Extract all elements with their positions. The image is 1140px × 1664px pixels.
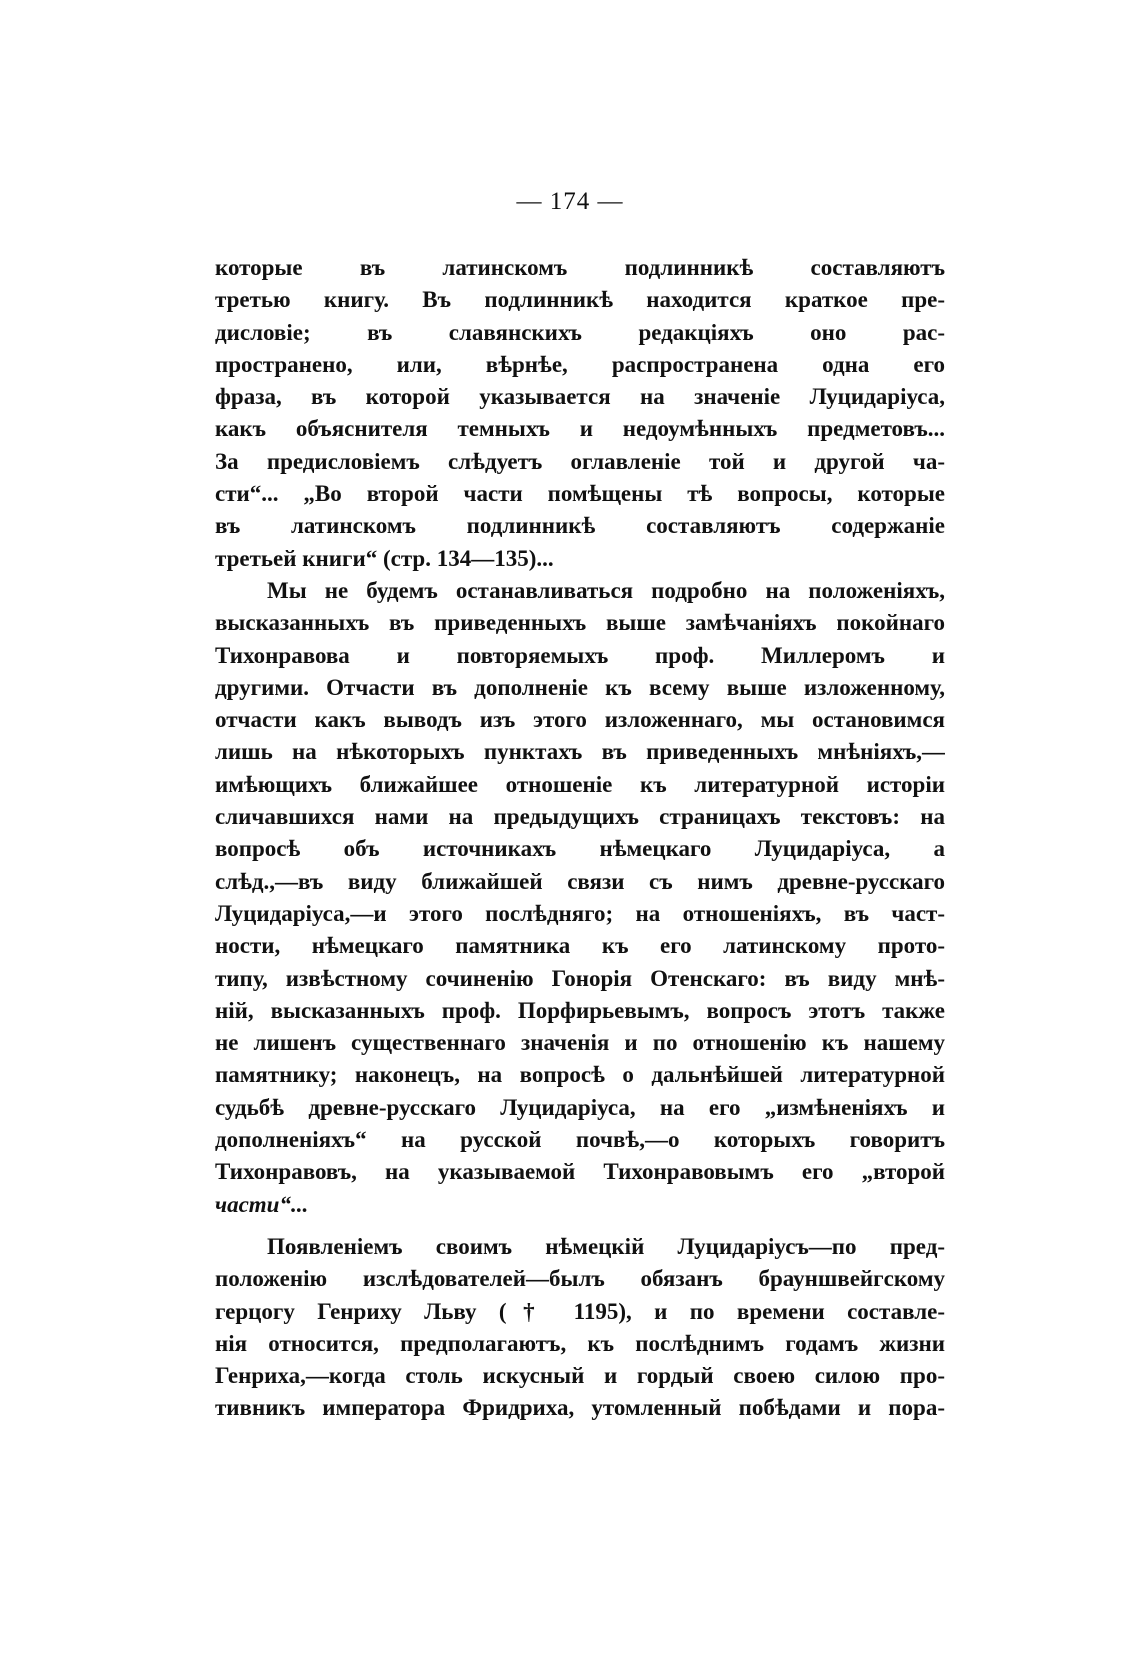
text-line: третью книгу. Въ подлинникѣ находится краткое пре- [215,287,945,313]
paragraph-1 [215,252,945,575]
text-line: пространено, или, вѣрнѣе, распространена одна его [215,351,945,377]
text-line: вопросѣ объ источникахъ нѣмецкаго Луцидаріуса, а [215,836,945,862]
text-line: какъ объяснителя темныхъ и недоумѣнныхъ предметовъ... [215,416,945,442]
text-line: Тихонравова и повторяемыхъ проф. Миллеромъ и [215,642,945,668]
text-line: въ латинскомъ подлинникѣ составляютъ содержаніе [215,513,945,539]
text-line: Мы не будемъ останавливаться подробно на положеніяхъ, [267,577,945,603]
text-line: памятнику; наконецъ, на вопросѣ о дальнѣйшей литературной [215,1062,945,1088]
text-line: дополненіяхъ“ на русской почвѣ,—о которыхъ говоритъ [215,1127,945,1153]
text-line: которые въ латинскомъ подлинникѣ составляютъ [215,255,945,280]
paragraph-2 [215,575,945,1221]
text-line: другими. Отчасти въ дополненіе къ всему выше изложенному, [215,674,945,700]
text-line: имѣющихъ ближайшее отношеніе къ литературной исторіи [215,771,945,797]
text-line: нія относится, предполагаютъ, къ послѣднимъ годамъ жизни [215,1330,945,1356]
text-line: фраза, въ которой указывается на значеніе Луцидаріуса, [215,384,945,410]
text-line: лишь на нѣкоторыхъ пунктахъ въ приведенныхъ мнѣніяхъ,— [215,739,945,765]
text-line: отчасти какъ выводъ изъ этого изложеннаго, мы остановимся [215,707,945,733]
text-line: судьбѣ древне-русскаго Луцидаріуса, на его „измѣненіяхъ и [215,1094,945,1120]
paragraph-gap [215,1221,945,1231]
text-line: Луцидаріуса,—и этого послѣдняго; на отношеніяхъ, въ част- [215,900,945,926]
text-line: Генриха,—когда столь искусный и гордый своею силою про- [215,1363,945,1389]
text-line: типу, извѣстному сочиненію Гонорія Отенскаго: въ виду мнѣ- [215,965,945,991]
paragraph-3 [215,1231,945,1425]
text-line: Тихонравовъ, на указываемой Тихонравовымъ его „второй [215,1159,945,1185]
page-number: — 174 — [516,188,624,215]
text-line: не лишенъ существеннаго значенія и по отношенію къ нашему [215,1030,945,1056]
text-line: положенію изслѣдователей—былъ обязанъ брауншвейгскому [215,1266,945,1292]
text-line: ній, высказанныхъ проф. Порфирьевымъ, вопросъ этотъ также [215,997,945,1023]
text-line: сличавшихся нами на предыдущихъ страницахъ текстовъ: на [215,804,945,830]
text-line: третьей книги“ (стр. 134—135)... [215,545,554,571]
text-line: высказанныхъ въ приведенныхъ выше замѣчаніяхъ покойнаго [215,610,945,636]
text-line: герцогу Генриху Льву († 1195), и по времени составле- [215,1298,945,1324]
text-line: Появленіемъ своимъ нѣмецкій Луцидаріусъ—по пред- [267,1233,945,1259]
main-text [215,252,945,1425]
text-line: части“... [215,1191,309,1217]
text-line: слѣд.,—въ виду ближайшей связи съ нимъ древне-русскаго [215,868,945,894]
text-line: сти“... „Во второй части помѣщены тѣ вопросы, которые [215,481,945,507]
text-line: тивникъ императора Фридриха, утомленный побѣдами и пора- [215,1395,945,1421]
text-line: дисловіе; въ славянскихъ редакціяхъ оно рас- [215,319,945,345]
text-line: За предисловіемъ слѣдуетъ оглавленіе той и другой ча- [215,448,945,474]
text-line: ности, нѣмецкаго памятника къ его латинскому прото- [215,933,945,959]
